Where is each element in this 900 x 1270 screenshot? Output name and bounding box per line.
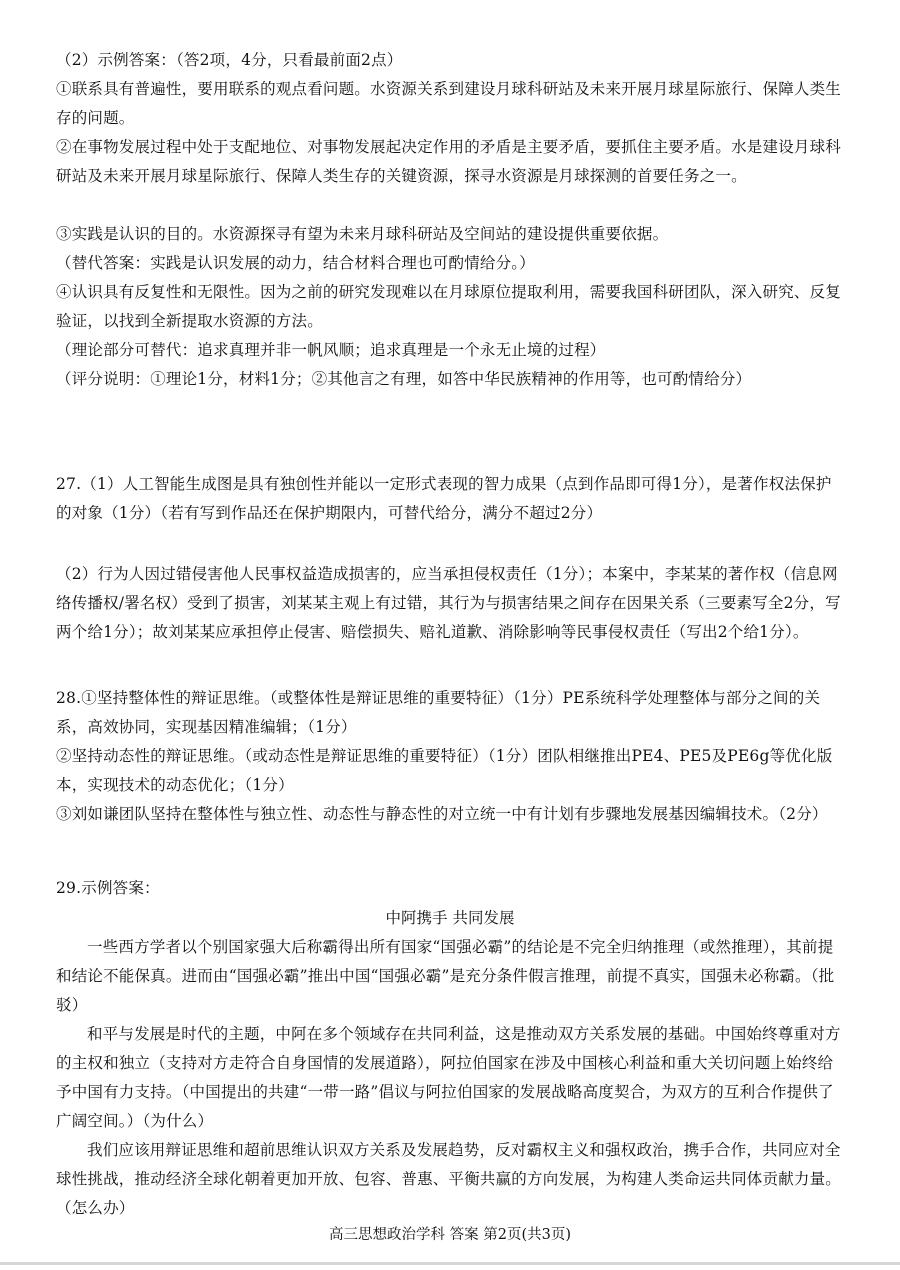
essay-title: 中阿携手 共同发展	[385, 909, 515, 927]
essay-paragraph-3: 我们应该用辩证思维和超前思维认识双方关系及发展趋势，反对霸权主义和强权政治，携手合作，共同应对全球性挑战，推动经济全球化朝着更加开放、包容、普惠、平衡共赢的方向发展，为构建人类命运共同体贡献力量。（怎么办）	[56, 1141, 842, 1217]
q26-point-2: ②在事物发展过程中处于支配地位、对事物发展起决定作用的矛盾是主要矛盾，要抓住主要矛盾。水是建设月球科研站及未来开展月球星际旅行、保障人类生存的关键资源，探寻水资源是月球探测的首要任务之一。	[56, 138, 842, 185]
q27-part-2: （2）行为人因过错侵害他人民事权益造成损害的，应当承担侵权责任（1分）；本案中，李某某的著作权（信息网络传播权/署名权）受到了损害，刘某某主观上有过错，其行为与损害结果之间存在因果关系（三要素写全2分，写两个给1分）；故刘某某应承担停止侵害、赔偿损失、赔礼道歉、消除影响等民事侵权责任（写出2个给1分）。	[56, 565, 841, 641]
q28-point-3: ③刘如谦团队坚持在整体性与独立性、动态性与静态性的对立统一中有计划有步骤地发展基因编辑技术。（2分）	[56, 805, 828, 823]
page-footer: 高三思想政治学科 答案 第2页(共3页)	[329, 1227, 571, 1243]
q28-point-1: 28.①坚持整体性的辩证思维。（或整体性是辩证思维的重要特征）（1分）PE系统科学处理整体与部分之间的关系，高效协同，实现基因精准编辑；（1分）	[56, 689, 821, 736]
scan-edge-line	[0, 1262, 900, 1265]
essay-paragraph-1: 一些西方学者以个别国家强大后称霸得出所有国家“国强必霸”的结论是不完全归纳推理（或然推理），其前提和结论不能保真。进而由“国强必霸”推出中国“国强必霸”是充分条件假言推理，前提不真实，国强未必称霸。（批驳）	[56, 938, 835, 1014]
q26-scoring-note: （评分说明：①理论1分，材料1分；②其他言之有理，如答中华民族精神的作用等，也可酌情给分）	[56, 370, 752, 388]
q29-label: 29.示例答案：	[56, 879, 160, 897]
q26-theory-note: （理论部分可替代：追求真理并非一帆风顺；追求真理是一个永无止境的过程）	[56, 341, 606, 359]
q26-2-header: （2）示例答案：（答2项，4分，只看最前面2点）	[56, 51, 403, 69]
q28-point-2: ②坚持动态性的辩证思维。（或动态性是辩证思维的重要特征）（1分）团队相继推出PE4、PE5及PE6g等优化版本，实现技术的动态优化；（1分）	[56, 747, 833, 794]
q26-point-4: ④认识具有反复性和无限性。因为之前的研究发现难以在月球原位提取利用，需要我国科研团队，深入研究、反复验证，以找到全新提取水资源的方法。	[56, 283, 842, 330]
q26-point-3: ③实践是认识的目的。水资源探寻有望为未来月球科研站及空间站的建设提供重要依据。	[56, 225, 669, 243]
q27-part-1: 27.（1）人工智能生成图是具有独创性并能以一定形式表现的智力成果（点到作品即可得1分），是著作权法保护的对象（1分）（若有写到作品还在保护期限内，可替代给分，满分不超过2分）	[56, 475, 832, 522]
q26-point-1: ①联系具有普遍性，要用联系的观点看问题。水资源关系到建设月球科研站及未来开展月球星际旅行、保障人类生存的问题。	[56, 80, 842, 127]
q26-alternative-answer: （替代答案：实践是认识发展的动力，结合材料合理也可酌情给分。）	[56, 254, 535, 272]
essay-paragraph-2: 和平与发展是时代的主题，中阿在多个领域存在共同利益，这是推动双方关系发展的基础。中国始终尊重对方的主权和独立（支持对方走符合自身国情的发展道路），阿拉伯国家在涉及中国核心利益和重大关切问题上始终给予中国有力支持。（中国提出的共建“一带一路”倡议与阿拉伯国家的发展战略高度契合，为双方的互利合作提供了广阔空间。）（为什么）	[56, 1025, 841, 1130]
